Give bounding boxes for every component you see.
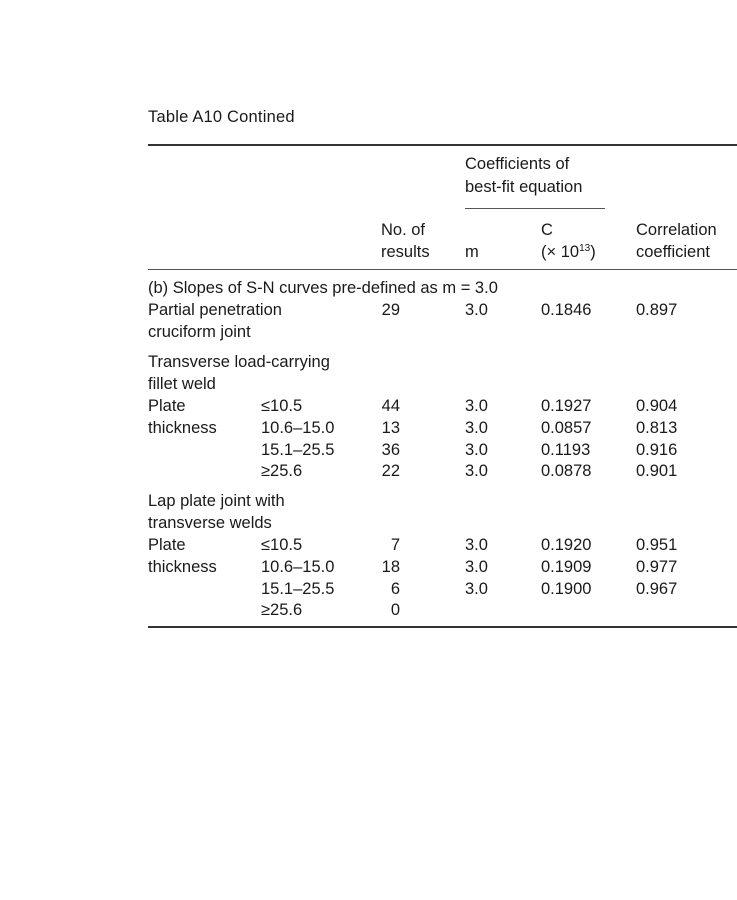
group3-title-line1: Lap plate joint with xyxy=(148,492,285,510)
group2-row4-c: 0.0878 xyxy=(541,462,592,480)
group2-row2-range: 10.6–15.0 xyxy=(261,419,335,437)
group3-row2-c: 0.1909 xyxy=(541,558,592,576)
group3-row1-c: 0.1920 xyxy=(541,536,592,554)
group2-row1-range: ≤10.5 xyxy=(261,397,303,415)
group2-row4-corr: 0.901 xyxy=(636,462,678,480)
col-corr-line2: coefficient xyxy=(636,243,710,261)
group2-row4-m: 3.0 xyxy=(465,462,488,480)
group2-row1-c: 0.1927 xyxy=(541,397,592,415)
group2-row4-range: ≥25.6 xyxy=(261,462,303,480)
group2-row2-m: 3.0 xyxy=(465,419,488,437)
group2-sub-label-line2: thickness xyxy=(148,419,217,437)
group3-row1-range: ≤10.5 xyxy=(261,536,303,554)
group3-row2-corr: 0.977 xyxy=(636,558,678,576)
col-c-line2: (× $10^{13}$) xyxy=(541,243,596,261)
col-results-line1: No. of xyxy=(381,221,426,239)
group2-row3-corr: 0.916 xyxy=(636,441,678,459)
group-header-line1: Coefficients of xyxy=(465,155,570,173)
group2-row2-results: 13 xyxy=(381,419,400,437)
col-c-line1: C xyxy=(541,221,553,239)
group2-row3-c: 0.1193 xyxy=(541,441,591,459)
group3-row3-m: 3.0 xyxy=(465,580,488,598)
group-header-line2: best-fit equation xyxy=(465,178,583,196)
group3-row4-range: ≥25.6 xyxy=(261,601,303,619)
group3-sub-label-line2: thickness xyxy=(148,558,217,576)
section-title: (b) Slopes of S-N curves pre-defined as m = 3.0 xyxy=(148,279,498,297)
col-corr-line1: Correlation xyxy=(636,221,717,239)
header-bottom-rule xyxy=(148,269,737,270)
group3-title-line2: transverse welds xyxy=(148,514,272,532)
group2-row1-results: 44 xyxy=(381,397,400,415)
group2-row3-results: 36 xyxy=(381,441,400,459)
table-bottom-rule xyxy=(148,626,737,628)
col-results-line2: results xyxy=(381,243,430,261)
group3-row2-range: 10.6–15.0 xyxy=(261,558,335,576)
table-top-rule xyxy=(148,144,737,146)
group2-row2-c: 0.0857 xyxy=(541,419,592,437)
group1-corr: 0.897 xyxy=(636,301,678,319)
group3-row1-results: 7 xyxy=(390,536,400,554)
table-caption: Table A10 Contined xyxy=(148,108,295,126)
group2-sub-label-line1: Plate xyxy=(148,397,186,415)
group2-row3-range: 15.1–25.5 xyxy=(261,441,335,459)
group1-results: 29 xyxy=(381,301,400,319)
group3-sub-label-line1: Plate xyxy=(148,536,186,554)
group3-row1-m: 3.0 xyxy=(465,536,488,554)
group2-title-line1: Transverse load-carrying xyxy=(148,353,330,371)
col-m-header: m xyxy=(465,243,479,261)
group2-row1-corr: 0.904 xyxy=(636,397,678,415)
group3-row2-results: 18 xyxy=(381,558,400,576)
group1-title-line1: Partial penetration xyxy=(148,301,282,319)
group3-row2-m: 3.0 xyxy=(465,558,488,576)
group3-row3-c: 0.1900 xyxy=(541,580,592,598)
group3-row3-results: 6 xyxy=(390,580,400,598)
group1-m: 3.0 xyxy=(465,301,488,319)
group1-title-line2: cruciform joint xyxy=(148,323,251,341)
group2-row1-m: 3.0 xyxy=(465,397,488,415)
group2-title-line2: fillet weld xyxy=(148,375,216,393)
group3-row3-corr: 0.967 xyxy=(636,580,678,598)
group1-c: 0.1846 xyxy=(541,301,592,319)
group3-row4-results: 0 xyxy=(390,601,400,619)
group2-row3-m: 3.0 xyxy=(465,441,488,459)
group-header-rule xyxy=(465,208,605,209)
group2-row4-results: 22 xyxy=(381,462,400,480)
group3-row1-corr: 0.951 xyxy=(636,536,678,554)
group2-row2-corr: 0.813 xyxy=(636,419,678,437)
group3-row3-range: 15.1–25.5 xyxy=(261,580,335,598)
